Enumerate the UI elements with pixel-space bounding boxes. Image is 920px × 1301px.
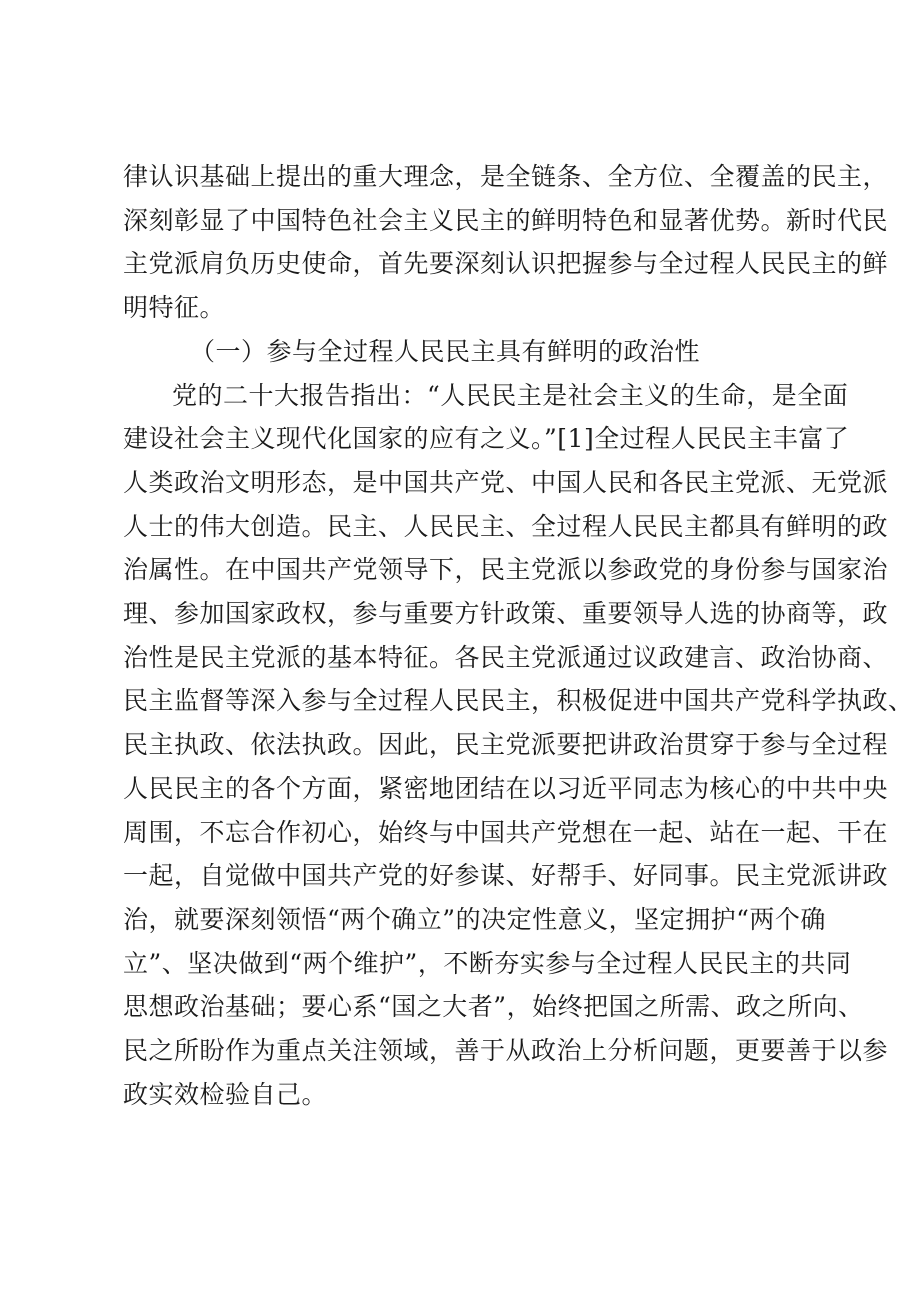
text-line: 治，就要深刻领悟“两个确立”的决定性意义，坚定拥护“两个确: [123, 905, 826, 934]
text-line: 主党派肩负历史使命，首先要深刻认识把握参与全过程人民民主的鲜: [123, 249, 889, 278]
text-line: 人类政治文明形态，是中国共产党、中国人民和各民主党派、无党派: [123, 468, 889, 497]
text-line: 政实效检验自己。: [123, 1080, 328, 1109]
text-line: 思想政治基础；要心系“国之大者”，始终把国之所需、政之所向、: [123, 992, 864, 1021]
section-heading: （一）参与全过程人民民主具有鲜明的政治性: [190, 337, 701, 366]
text-line: 明特征。: [123, 293, 226, 322]
text-line: 立”、坚决做到“两个维护”，不断夯实参与全过程人民民主的共同: [123, 949, 852, 978]
text-line: 民主监督等深入参与全过程人民民主，积极促进中国共产党科学执政、: [123, 686, 914, 715]
paragraph-first-line: 党的二十大报告指出：“人民民主是社会主义的生命，是全面: [172, 381, 849, 410]
text-line: 一起，自觉做中国共产党的好参谋、好帮手、好同事。民主党派讲政: [123, 861, 889, 890]
text-line: 治属性。在中国共产党领导下，民主党派以参政党的身份参与国家治: [123, 555, 889, 584]
text-line: 理、参加国家政权，参与重要方针政策、重要领导人选的协商等，政: [123, 599, 889, 628]
text-line: 民之所盼作为重点关注领域，善于从政治上分析问题，更要善于以参: [123, 1036, 889, 1065]
text-line: 深刻彰显了中国特色社会主义民主的鲜明特色和显著优势。新时代民: [123, 206, 889, 235]
text-line: 人士的伟大创造。民主、人民民主、全过程人民民主都具有鲜明的政: [123, 512, 889, 541]
text-line: 人民民主的各个方面，紧密地团结在以习近平同志为核心的中共中央: [123, 774, 889, 803]
text-line: 民主执政、依法执政。因此，民主党派要把讲政治贯穿于参与全过程: [123, 730, 889, 759]
text-line: 周围，不忘合作初心，始终与中国共产党想在一起、站在一起、干在: [123, 818, 889, 847]
text-line: 建设社会主义现代化国家的应有之义。”[1]全过程人民民主丰富了: [123, 424, 850, 453]
text-line: 律认识基础上提出的重大理念，是全链条、全方位、全覆盖的民主，: [123, 162, 889, 191]
text-line: 治性是民主党派的基本特征。各民主党派通过议政建言、政治协商、: [123, 643, 889, 672]
